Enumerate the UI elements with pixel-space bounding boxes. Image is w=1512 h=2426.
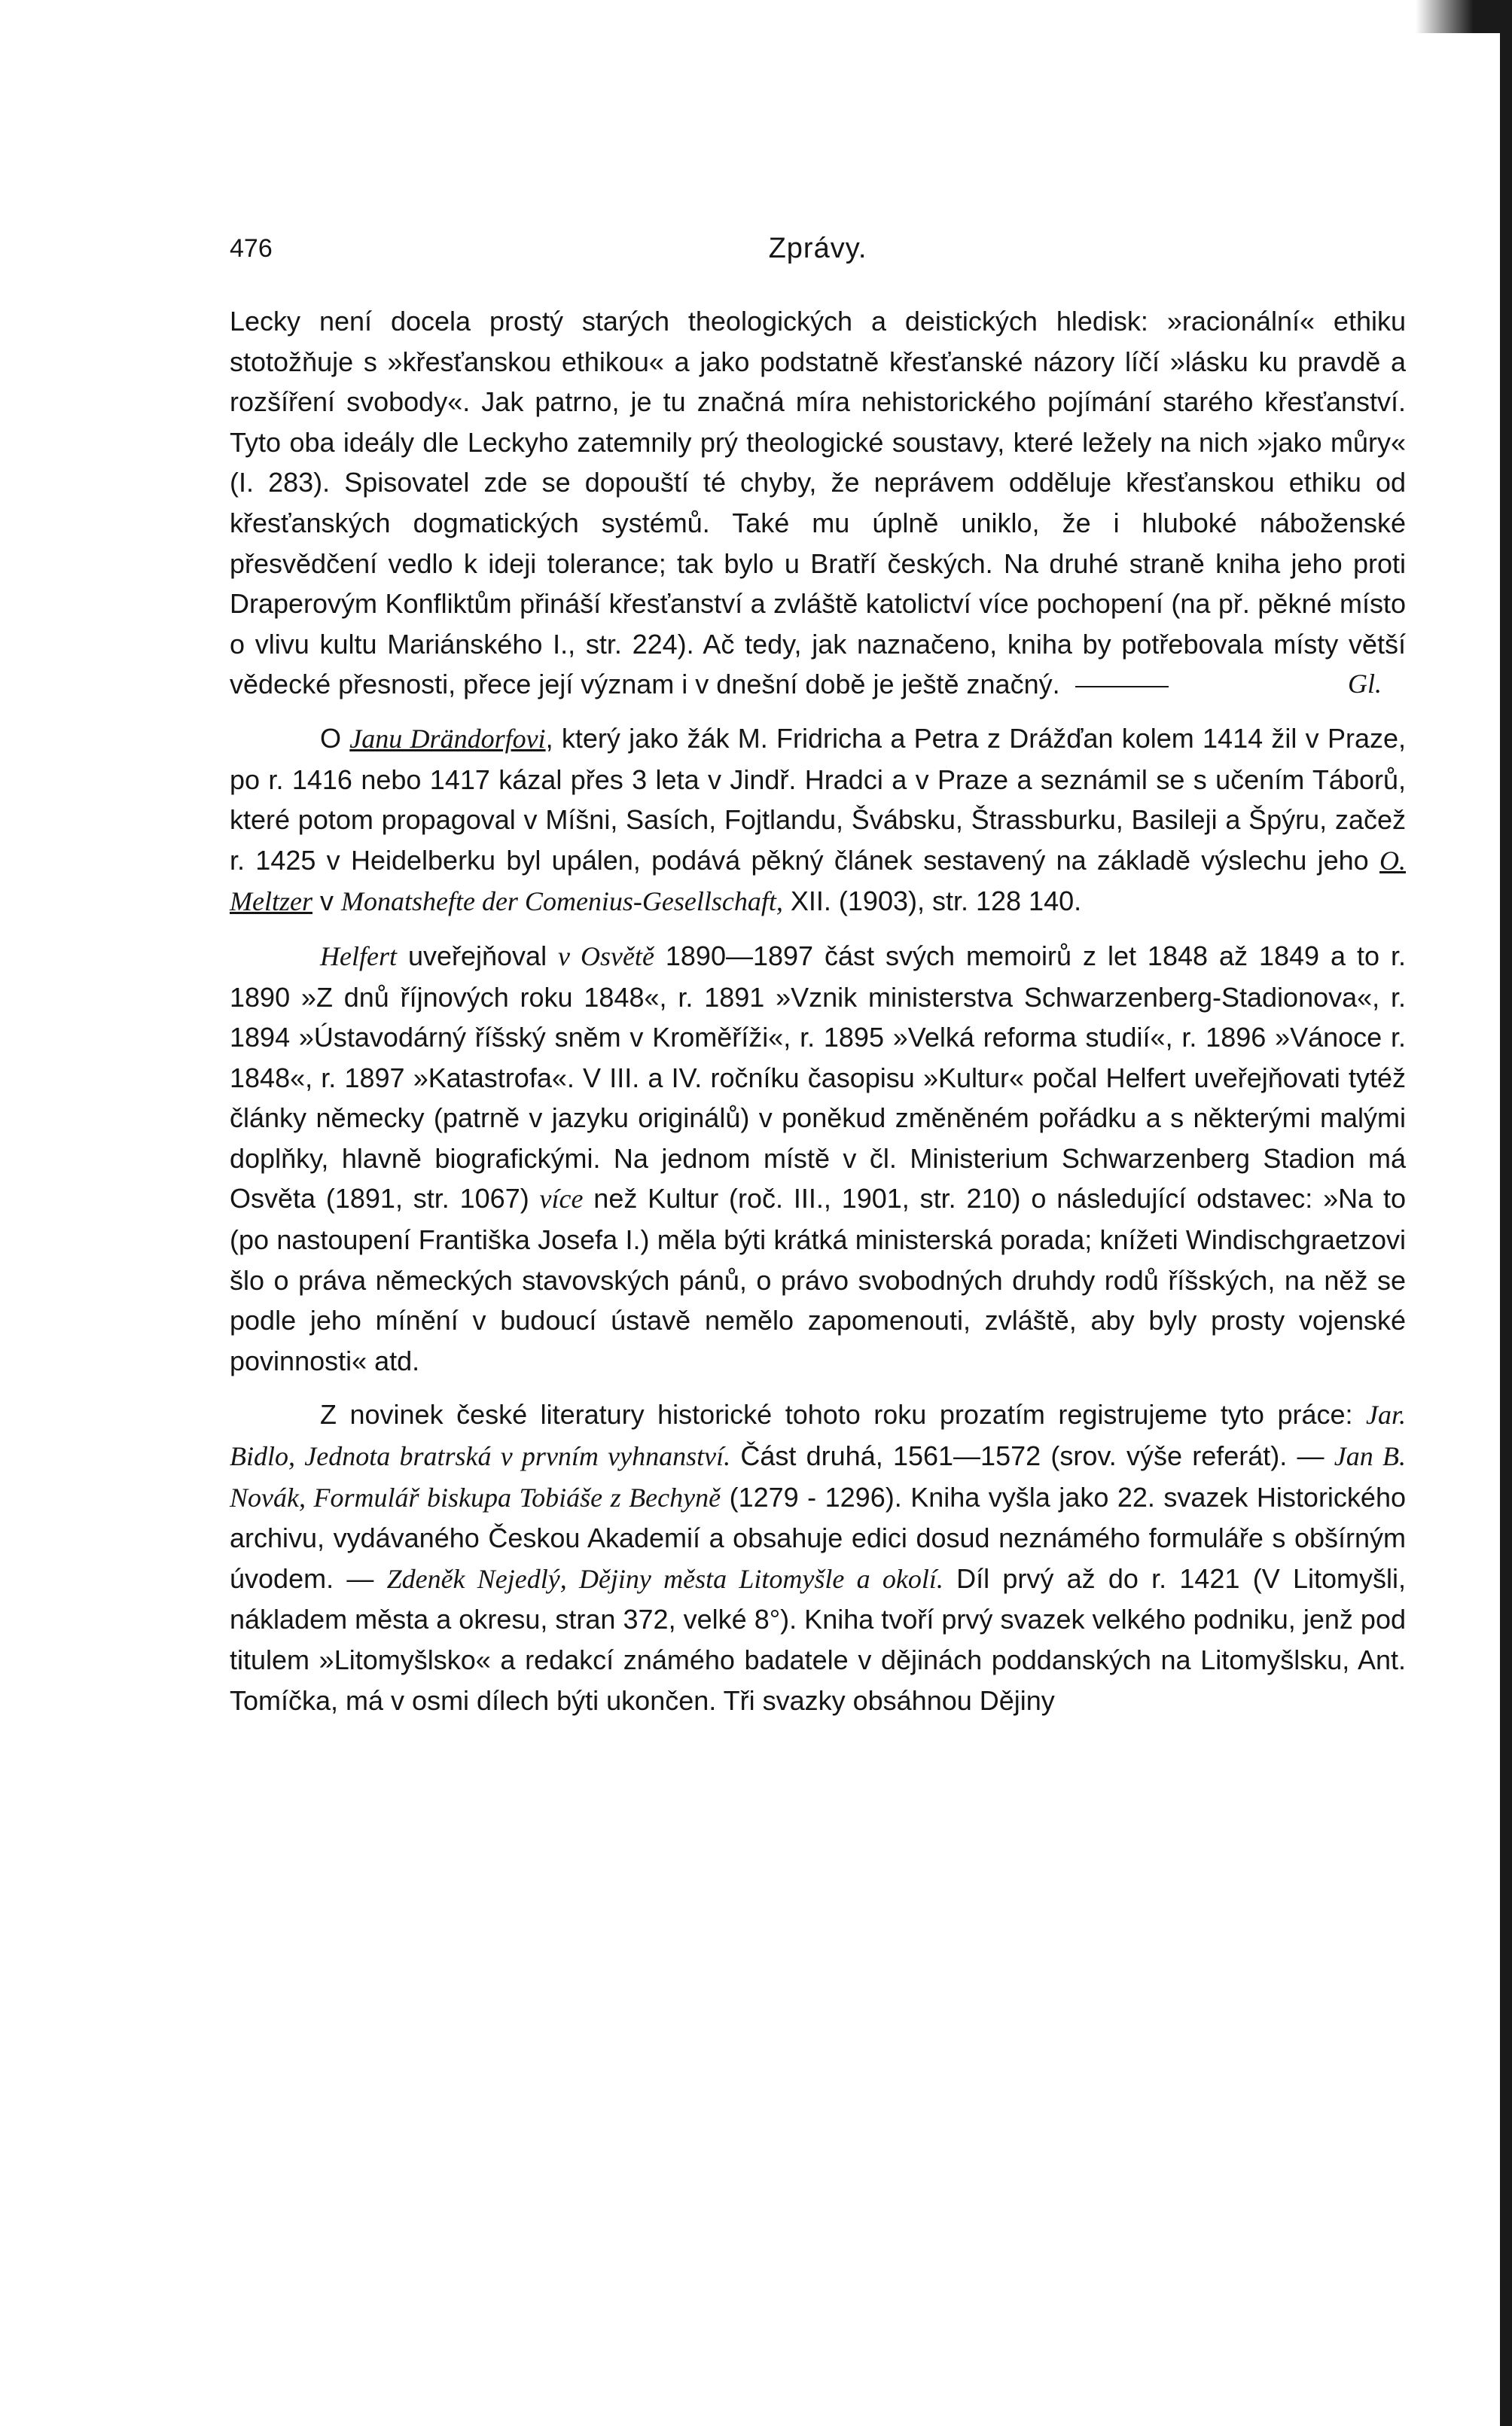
- text-segment: O: [320, 722, 350, 754]
- text-segment: (1279 - 1296). Kniha vyšla jako 22. svazek Historického archivu, vydávaného Českou Akademií a obsahuje edici dosud neznámého formuláře s obšírným úvodem. —: [230, 1481, 1406, 1594]
- journal-title: Monatshefte der Comenius-Gesellschaft,: [340, 886, 783, 917]
- author-signature: Gl.: [1348, 669, 1382, 699]
- work-title: Zdeněk Nejedlý, Dějiny města Litomyšle a okolí.: [386, 1563, 943, 1594]
- page-number: 476: [230, 234, 273, 263]
- text-segment: XII. (1903), str. 128 140.: [782, 885, 1082, 917]
- article-body: [230, 301, 1406, 1720]
- scan-border-top: [1416, 0, 1512, 33]
- text-segment: než Kultur (roč. III., 1901, str. 210) o následující odstavec: »Na to (po nastoupení Františka Josefa I.) měla býti krátká ministerská porada; knížeti Windischgraetzovi šlo o práva německých stavovských pánů, o právo svobodných druhdy rodů říšských, na něž se podle jeho mínění v budoucí ústavě nemělo zapomenouti, zvláště, aby byly prosty vojenské povinnosti« atd.: [230, 1183, 1406, 1376]
- emphasis: více: [539, 1184, 584, 1215]
- author-name: O. Meltzer: [230, 845, 1406, 917]
- text-segment: v: [312, 885, 341, 917]
- paragraph-text: Lecky není docela prostý starých theologických a deistických hledisk: »racionální« ethiku stotožňuje s »křesťanskou ethikou« a jako podstatně křesťanské názory líčí »lásku ku pravdě a rozšíření svobody«. Jak patrno, je tu značná míra nehistorického pojímání starého křesťanství. Tyto oba ideály dle Leckyho zatemnily prý theologické soustavy, které ležely na nich »jako můry« (I. 283). Spisovatel zde se dopouští té chyby, že neprávem odděluje křesťanskou ethiku od křesťanských dogmatických systémů. Také mu úplně uniklo, že i hluboké náboženské přesvědčení vedlo k ideji tolerance; tak bylo u Bratří českých. Na druhé straně kniha jeho proti Draperovým Konfliktům přináší křesťanství a zvláště katolictví více pochopení (na př. pěkné místo o vlivu kultu Mariánského I., str. 224). Ač tedy, jak naznačeno, kniha by potřebovala místy větší vědecké přesnosti, přece její význam i v dnešní době je ještě značný.: [230, 306, 1406, 700]
- running-head: [230, 226, 1406, 271]
- person-name: Janu Drändorfovi: [349, 723, 546, 754]
- person-name: Helfert: [320, 940, 397, 971]
- text-segment: Díl prvý až do r. 1421 (V Litomyšli, nákladem města a okresu, stran 372, velké 8°). Kniha tvoří prvý svazek velkého podniku, jenž pod titulem »Litomyšlsko« a redakcí známého badatele v dějinách poddanských na Litomyšlsku, Ant. Tomíčka, má v osmi dílech býti ukončen. Tři svazky obsáhnou Dějiny: [230, 1562, 1406, 1716]
- text-segment: uveřejňoval: [396, 940, 559, 971]
- paragraph-drandorf: [230, 718, 1406, 922]
- paragraph-new-literature: [230, 1394, 1406, 1720]
- work-title: Jan B. Novák, Formulář biskupa Tobiáše z Bechyně: [230, 1441, 1406, 1513]
- text-segment: 1890—1897 část svých memoirů z let 1848 až 1849 a to r. 1890 »Z dnů říjnových roku 1848«, r. 1891 »Vznik ministerstva Schwarzenberg-Stadionova«, r. 1894 »Ústavodárný říšský sněm v Kroměříži«, r. 1895 »Velká reforma studií«, r. 1896 »Vánoce r. 1848«, r. 1897 »Katastrofa«. V III. a IV. ročníku časopisu »Kultur« počal Helfert uveřejňovati tytéž články německy (patrně v jazyku originálů) v poněkud změněném pořádku a s některými malými doplňky, hlavně biografickými. Na jednom místě v čl. Ministerium Schwarzenberg Stadion má Osvěta (1891, str. 1067): [230, 940, 1406, 1215]
- text-segment: Z novinek české literatury historické tohoto roku prozatím registrujeme tyto práce:: [320, 1399, 1366, 1431]
- source-title: v Osvětě: [558, 940, 654, 971]
- text-segment: Část druhá, 1561—1572 (srov. výše referát). —: [730, 1440, 1334, 1472]
- work-title: Jar. Bidlo, Jednota bratrská v prvním vyhnanství.: [230, 1400, 1406, 1472]
- section-title: Zprávy.: [768, 233, 867, 264]
- text-segment: , který jako žák M. Fridricha a Petra z Drážďan kolem 1414 žil v Praze, po r. 1416 nebo 1417 kázal přes 3 leta v Jindř. Hradci a v Praze a seznámil se s učením Táborů, které potom propagoval v Míšni, Sasích, Fojtlandu, Švábsku, Štrassburku, Basileji a Špýru, začež r. 1425 v Heidelberku byl upálen, podává pěkný článek sestavený na základě výslechu jeho: [230, 722, 1406, 876]
- scan-border-right: [1500, 0, 1512, 2426]
- separator-rule: [1075, 686, 1169, 687]
- paragraph-lecky-review: [230, 301, 1406, 705]
- page: [230, 226, 1406, 1720]
- paragraph-helfert: [230, 936, 1406, 1382]
